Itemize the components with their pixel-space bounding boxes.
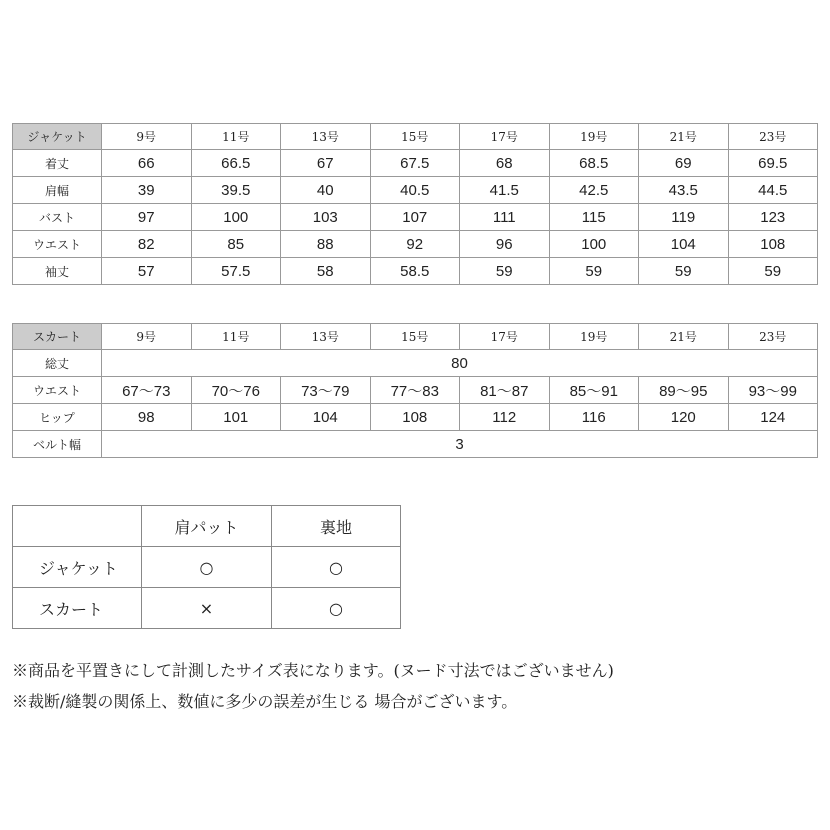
accessories-header-row <box>13 506 401 547</box>
accessories-corner <box>13 506 142 547</box>
size-header: 9号 <box>102 324 192 350</box>
cell-value: 57.5 <box>191 258 281 285</box>
cell-value: 88 <box>281 231 371 258</box>
cell-value: 67.5 <box>370 150 460 177</box>
cell-value: 68.5 <box>549 150 639 177</box>
cell-value: 96 <box>460 231 550 258</box>
skirt-size-table <box>12 323 818 458</box>
cell-value: 39 <box>102 177 192 204</box>
skirt-header-row <box>13 324 818 350</box>
row-label: ジャケット <box>13 547 142 588</box>
cell-value: 89〜95 <box>639 377 729 404</box>
cell-value: 40.5 <box>370 177 460 204</box>
cell-value: 119 <box>639 204 729 231</box>
size-header: 23号 <box>728 124 818 150</box>
size-header: 19号 <box>549 124 639 150</box>
circle-mark: ○ <box>272 588 401 629</box>
size-header: 13号 <box>281 324 371 350</box>
cell-value: 100 <box>191 204 281 231</box>
row-label: ヒップ <box>13 404 102 431</box>
cell-value: 120 <box>639 404 729 431</box>
cell-value: 104 <box>639 231 729 258</box>
size-header: 17号 <box>460 324 550 350</box>
cell-value: 124 <box>728 404 818 431</box>
cell-value: 123 <box>728 204 818 231</box>
row-label: 着丈 <box>13 150 102 177</box>
cell-value: 73〜79 <box>281 377 371 404</box>
cell-value: 41.5 <box>460 177 550 204</box>
column-header-lining: 裏地 <box>272 506 401 547</box>
skirt-row-waist <box>13 377 818 404</box>
jacket-row-sleeve <box>13 258 818 285</box>
cell-value: 69 <box>639 150 729 177</box>
row-label: ベルト幅 <box>13 431 102 458</box>
tolerance-note: ※裁断/縫製の関係上、数値に多少の誤差が生じる 場合がございます。 <box>12 692 518 711</box>
size-header: 21号 <box>639 124 729 150</box>
size-header: 15号 <box>370 124 460 150</box>
cell-value: 67〜73 <box>102 377 192 404</box>
cell-value: 42.5 <box>549 177 639 204</box>
skirt-row-total-length <box>13 350 818 377</box>
cell-value: 59 <box>728 258 818 285</box>
cell-value: 104 <box>281 404 371 431</box>
cell-value: 81〜87 <box>460 377 550 404</box>
row-label: ウエスト <box>13 377 102 404</box>
accessories-row-jacket <box>13 547 401 588</box>
skirt-row-hip <box>13 404 818 431</box>
cell-value: 77〜83 <box>370 377 460 404</box>
cell-value: 85〜91 <box>549 377 639 404</box>
jacket-size-table <box>12 123 818 285</box>
cell-value: 108 <box>370 404 460 431</box>
jacket-row-waist <box>13 231 818 258</box>
circle-mark: ○ <box>272 547 401 588</box>
size-header: 11号 <box>191 124 281 150</box>
cell-value: 115 <box>549 204 639 231</box>
cell-value: 116 <box>549 404 639 431</box>
cell-value: 43.5 <box>639 177 729 204</box>
size-header: 17号 <box>460 124 550 150</box>
cross-mark: × <box>142 588 272 629</box>
size-header: 23号 <box>728 324 818 350</box>
cell-value: 58 <box>281 258 371 285</box>
cell-value: 67 <box>281 150 371 177</box>
row-label: 肩幅 <box>13 177 102 204</box>
row-label: バスト <box>13 204 102 231</box>
cell-value: 70〜76 <box>191 377 281 404</box>
size-header: 9号 <box>102 124 192 150</box>
cell-value: 85 <box>191 231 281 258</box>
cell-value: 3 <box>102 431 818 458</box>
measurement-note: ※商品を平置きにして計測したサイズ表になります。(ヌード寸法ではございません) <box>12 661 614 680</box>
jacket-row-length <box>13 150 818 177</box>
cell-value: 66.5 <box>191 150 281 177</box>
cell-value: 58.5 <box>370 258 460 285</box>
cell-value: 69.5 <box>728 150 818 177</box>
row-label: 袖丈 <box>13 258 102 285</box>
jacket-row-shoulder <box>13 177 818 204</box>
cell-value: 93〜99 <box>728 377 818 404</box>
cell-value: 59 <box>460 258 550 285</box>
cell-value: 97 <box>102 204 192 231</box>
cell-value: 57 <box>102 258 192 285</box>
size-header: 19号 <box>549 324 639 350</box>
size-header: 11号 <box>191 324 281 350</box>
cell-value: 39.5 <box>191 177 281 204</box>
accessories-row-skirt <box>13 588 401 629</box>
circle-mark: ○ <box>142 547 272 588</box>
cell-value: 59 <box>639 258 729 285</box>
cell-value: 82 <box>102 231 192 258</box>
cell-value: 92 <box>370 231 460 258</box>
row-label: ウエスト <box>13 231 102 258</box>
cell-value: 40 <box>281 177 371 204</box>
size-header: 13号 <box>281 124 371 150</box>
size-header: 21号 <box>639 324 729 350</box>
size-header: 15号 <box>370 324 460 350</box>
jacket-row-bust <box>13 204 818 231</box>
cell-value: 107 <box>370 204 460 231</box>
skirt-row-belt-width <box>13 431 818 458</box>
cell-value: 103 <box>281 204 371 231</box>
row-label: 総丈 <box>13 350 102 377</box>
column-header-shoulder-pad: 肩パット <box>142 506 272 547</box>
cell-value: 80 <box>102 350 818 377</box>
cell-value: 44.5 <box>728 177 818 204</box>
cell-value: 101 <box>191 404 281 431</box>
jacket-table-title: ジャケット <box>13 124 102 150</box>
cell-value: 98 <box>102 404 192 431</box>
cell-value: 59 <box>549 258 639 285</box>
skirt-table-title: スカート <box>13 324 102 350</box>
accessories-table <box>12 505 401 629</box>
cell-value: 100 <box>549 231 639 258</box>
cell-value: 66 <box>102 150 192 177</box>
cell-value: 111 <box>460 204 550 231</box>
cell-value: 112 <box>460 404 550 431</box>
cell-value: 68 <box>460 150 550 177</box>
row-label: スカート <box>13 588 142 629</box>
cell-value: 108 <box>728 231 818 258</box>
jacket-header-row <box>13 124 818 150</box>
